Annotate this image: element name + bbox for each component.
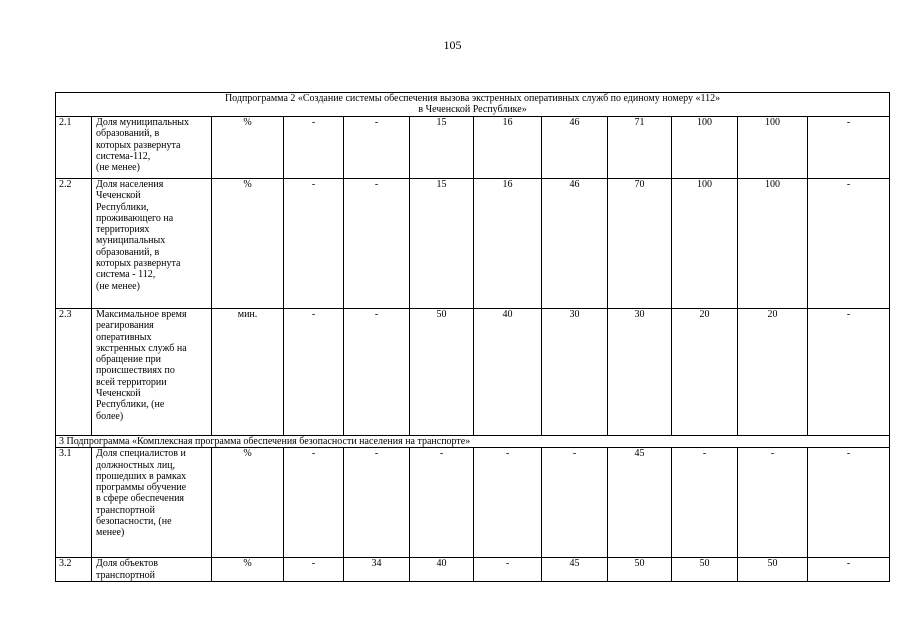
row-unit: мин. [212,309,284,436]
row-name [92,117,212,179]
indicators-table [55,92,890,582]
row-name-line: всей территории [96,376,167,388]
row-name-line: образований, в [96,128,160,140]
row-value: - [808,309,890,436]
table-row [56,117,890,179]
row-name-line: реагирования [96,320,154,332]
row-value: - [344,448,410,558]
row-name-line: программы обучение [96,482,187,494]
row-value: 34 [344,558,410,582]
row-name-line: происшествиях по [96,365,175,377]
row-value: 45 [608,448,672,558]
row-value: 50 [410,309,474,436]
row-name [92,309,212,436]
row-value: - [808,448,890,558]
row-name-line: Доля муниципальных [96,117,190,128]
row-value: 16 [474,179,542,309]
row-name-line: Республики, (не [96,399,165,411]
row-code: 2.3 [56,309,92,436]
row-value: 50 [672,558,738,582]
row-value: 100 [738,179,808,309]
row-name [92,179,212,309]
row-code: 2.2 [56,179,92,309]
row-value: - [738,448,808,558]
row-name-line: муниципальных [96,235,166,247]
row-name-line: Доля населения [96,179,164,190]
table-body [56,93,890,582]
row-value: - [474,448,542,558]
row-value: 15 [410,117,474,179]
row-name [92,448,212,558]
row-name-line: экстренных служб на [96,342,187,354]
row-value: - [344,309,410,436]
table-row [56,309,890,436]
row-name-line: безопасности, (не [96,516,172,528]
row-name-line: проживающего на [96,212,174,224]
row-name-line: система-112, [96,150,151,162]
row-name-line: в сфере обеспечения [96,493,185,505]
row-name-line: Чеченской [96,190,141,202]
row-name-line: образований, в [96,246,160,258]
row-name-line: которых развернута [96,258,181,270]
row-value: - [672,448,738,558]
row-name-line: которых развернута [96,139,181,151]
row-value: 100 [672,179,738,309]
row-name-line: оперативных [96,331,152,343]
row-value: 70 [608,179,672,309]
row-value: 16 [474,117,542,179]
row-unit: % [212,448,284,558]
table-row [56,558,890,582]
row-name-line: транспортной [96,504,156,516]
row-value: 30 [542,309,608,436]
row-value: 100 [672,117,738,179]
row-name-line: Чеченской [96,388,141,400]
section-title [56,436,890,448]
row-value: 45 [542,558,608,582]
section-title [56,93,890,117]
row-value: 46 [542,117,608,179]
row-name-line: территориях [96,224,150,236]
row-name-line: более) [96,410,124,422]
section-title-line: в Чеченской Республике» [418,104,527,116]
row-value: 20 [672,309,738,436]
row-value: - [344,117,410,179]
row-value: 50 [738,558,808,582]
section-header-row [56,436,890,448]
row-name-line: должностных лиц, [96,459,176,471]
row-code: 2.1 [56,117,92,179]
row-unit: % [212,117,284,179]
section-title-line: Подпрограмма 2 «Создание системы обеспечения вызова экстренных оперативных служб по единому номеру «112» [224,93,721,104]
row-name-line: менее) [96,527,125,539]
row-unit: % [212,179,284,309]
row-value: 30 [608,309,672,436]
row-name-line: Доля специалистов и [96,448,186,460]
row-name-line: (не менее) [96,162,140,174]
row-value: - [344,179,410,309]
row-value: - [284,117,344,179]
row-name-line: обращение при [96,354,162,366]
row-value: 15 [410,179,474,309]
row-value: 40 [410,558,474,582]
row-name-line: Доля объектов [96,558,158,570]
section-title-line: 3 Подпрограмма «Комплексная программа обеспечения безопасности населения на транспорте» [59,436,471,447]
row-value: - [808,117,890,179]
row-name-line: прошедших в рамках [96,470,187,482]
row-unit: % [212,558,284,582]
row-value: 100 [738,117,808,179]
row-value: - [808,179,890,309]
row-name-line: система - 112, [96,269,156,281]
row-value: 40 [474,309,542,436]
row-value: - [808,558,890,582]
row-name-line: (не менее) [96,280,140,292]
row-value: - [284,448,344,558]
row-value: 71 [608,117,672,179]
section-header-row [56,93,890,117]
table-row [56,448,890,558]
row-value: - [284,309,344,436]
row-value: - [542,448,608,558]
row-value: - [284,558,344,582]
row-value: - [410,448,474,558]
row-value: 50 [608,558,672,582]
table-row [56,179,890,309]
row-value: - [474,558,542,582]
row-name [92,558,212,582]
row-name-line: Республики, [96,201,149,213]
row-name-line: Максимальное время [96,309,187,320]
row-code: 3.1 [56,448,92,558]
row-name-line: транспортной [96,569,156,581]
row-value: - [284,179,344,309]
page-number: 105 [443,38,462,52]
row-value: 20 [738,309,808,436]
row-value: 46 [542,179,608,309]
row-code: 3.2 [56,558,92,582]
